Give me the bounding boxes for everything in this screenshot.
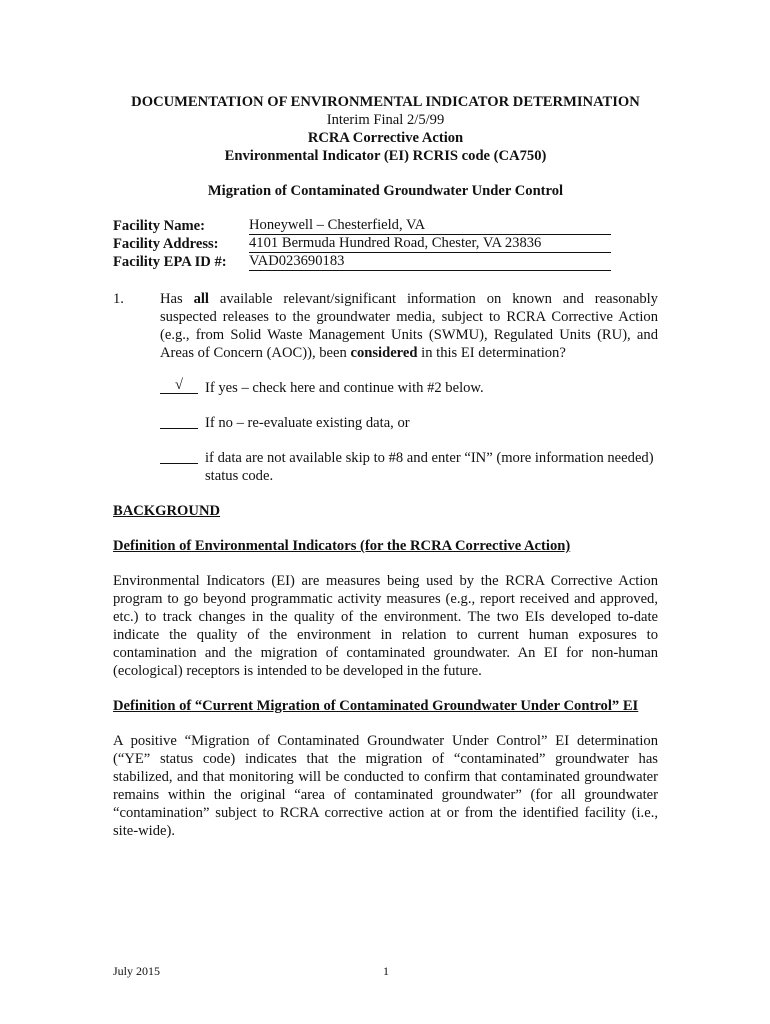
document-subtitle: Migration of Contaminated Groundwater Under Control [207, 183, 564, 199]
check-blank-yes[interactable]: √ [160, 378, 198, 394]
background-heading: BACKGROUND [113, 503, 221, 519]
document-page [113, 93, 658, 840]
facility-epa-label: Facility EPA ID #: [113, 254, 227, 270]
rcris-code: Environmental Indicator (EI) RCRIS code (CA750) [224, 148, 547, 164]
question-text [160, 290, 658, 362]
question-text-part: available relevant/significant information on known and reasonably suspected releases to the groundwater media, subject to RCRA Corrective Action (e.g., from Solid Waste Management Units (SWMU), Regulated Units (RU), and Areas of Concern (AOC)), been [160, 291, 658, 361]
definition-migration-text: A positive “Migration of Contaminated Groundwater Under Control” EI determination (“YE” status code) indicates that the migration of “contaminated” groundwater has stabilized, and that monitoring will be conducted to confirm that contaminated groundwater remains within the original “area of contaminated groundwater” (for all groundwater “contamination” subject to RCRA corrective action at or from the identified facility (i.e., site-wide). [113, 733, 658, 839]
facility-name-label: Facility Name: [113, 218, 205, 234]
document-version: Interim Final 2/5/99 [326, 112, 445, 128]
facility-name-row [113, 217, 658, 235]
document-header [113, 93, 658, 165]
definition-ei-text: Environmental Indicators (EI) are measures being used by the RCRA Corrective Action program to go beyond programmatic activity measures (e.g., report received and approved, etc.) to track changes in the quality of the environment. The two EIs developed to-date indicate the quality of the environment in relation to current human exposures to contamination and the migration of contaminated groundwater. An EI for non-human (ecological) receptors is intended to be developed in the future. [113, 573, 658, 679]
check-blank-no[interactable] [160, 413, 198, 429]
question-text-part: in this EI determination? [417, 345, 566, 361]
facility-name-value: Honeywell – Chesterfield, VA [249, 217, 611, 235]
definition-ei-heading: Definition of Environmental Indicators (for the RCRA Corrective Action) [113, 538, 571, 554]
page-number: 1 [383, 964, 389, 978]
question-number: 1. [113, 291, 124, 307]
facility-address-row [113, 235, 658, 253]
option-no-text: If no – re-evaluate existing data, or [205, 415, 410, 431]
facility-address-value: 4101 Bermuda Hundred Road, Chester, VA 23836 [249, 235, 611, 253]
footer-date: July 2015 [113, 964, 161, 978]
question-emphasis-all: all [193, 291, 209, 307]
question-1 [113, 290, 658, 362]
option-yes-text: If yes – check here and continue with #2 below. [205, 380, 484, 396]
option-skip-continuation: status code. [205, 468, 274, 484]
option-skip-text: if data are not available skip to #8 and enter “IN” (more information needed) [205, 450, 654, 466]
option-skip [160, 449, 658, 485]
program-name: RCRA Corrective Action [307, 130, 464, 146]
definition-migration-heading: Definition of “Current Migration of Contaminated Groundwater Under Control” EI [113, 698, 639, 714]
option-no [160, 414, 658, 432]
facility-address-label: Facility Address: [113, 236, 219, 252]
question-emphasis-considered: considered [350, 345, 418, 361]
facility-epa-row [113, 253, 658, 271]
question-text-part: Has [160, 291, 194, 307]
document-title: DOCUMENTATION OF ENVIRONMENTAL INDICATOR DETERMINATION [131, 94, 640, 110]
facility-info [113, 217, 658, 271]
option-yes [160, 379, 658, 397]
facility-epa-value: VAD023690183 [249, 253, 611, 271]
check-blank-skip[interactable] [160, 448, 198, 464]
